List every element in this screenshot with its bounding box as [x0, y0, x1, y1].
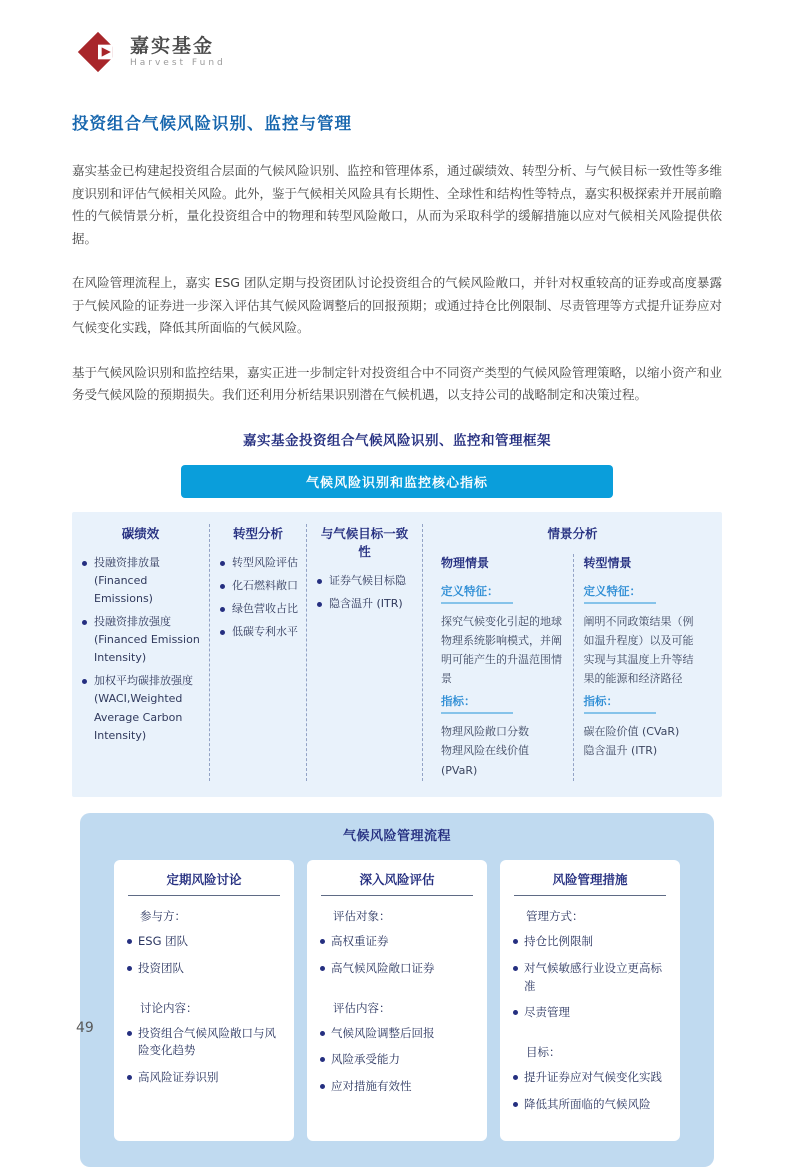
list-item: ESG 团队: [124, 933, 284, 951]
metric-item: 碳在险价值 (CVaR): [583, 724, 680, 738]
section-label: 评估内容：: [333, 1000, 391, 1015]
definition-label: 定义特征：: [584, 583, 656, 604]
card-section: [317, 908, 477, 978]
indicators-panel: [72, 512, 722, 797]
framework-title: 嘉实基金投资组合气候风险识别、监控和管理框架: [243, 432, 551, 449]
section-list: [510, 933, 670, 1022]
list-item: 对气候敏感行业设立更高标准: [510, 960, 670, 996]
list-item: 投资组合气候风险敞口与风险变化趋势: [124, 1025, 284, 1061]
card-section: [317, 1000, 477, 1096]
list-item: 气候风险调整后回报: [317, 1025, 477, 1043]
list-item: 证券气候目标隐: [315, 572, 414, 590]
scenario-title: 转型情景: [583, 555, 632, 570]
card-section: [124, 1000, 284, 1087]
indicator-list: [315, 572, 414, 613]
paragraph: 嘉实基金已构建起投资组合层面的气候风险识别、监控和管理体系，通过碳绩效、转型分析、与气候目标一致性等多维度识别和评估气候相关风险。此外，鉴于气候相关风险具有长期性、全球性和结构性等特点，嘉实积极探索并开展前瞻性的气候情景分析，量化投资组合中的物理和转型风险敞口，从而为采取科学的缓解措施以应对气候相关风险提供依据。: [72, 163, 723, 246]
column-carbon-performance: [72, 524, 209, 781]
section-list: [124, 933, 284, 978]
scenario-columns: [431, 554, 714, 781]
section-list: [124, 1025, 284, 1087]
column-header: 碳绩效: [121, 525, 160, 541]
brand-name-cn: 嘉实基金: [130, 34, 215, 57]
list-item: 化石燃料敞口: [218, 577, 298, 595]
column-header: 与气候目标一致性: [320, 525, 409, 559]
list-item: 应对措施有效性: [317, 1078, 477, 1096]
paragraph: 基于气候风险识别和监控结果，嘉实正进一步制定针对投资组合中不同资产类型的气候风险管理策略，以缩小资产和业务受气候风险的预期损失。我们还利用分析结果识别潜在气候机遇，以支持公司的战略制定和决策过程。: [72, 364, 723, 402]
column-header: 情景分析: [547, 525, 598, 541]
card-section: [124, 908, 284, 978]
list-item: 降低其所面临的气候风险: [510, 1096, 670, 1114]
list-item: 提升证券应对气候变化实践: [510, 1069, 670, 1087]
list-item: 高风险证券识别: [124, 1069, 284, 1087]
section-label: 参与方：: [140, 908, 186, 923]
indicator-list: [80, 554, 201, 745]
definition-label: 定义特征：: [441, 583, 513, 604]
column-climate-target-alignment: [306, 524, 422, 781]
column-header: 转型分析: [232, 525, 283, 541]
card-header: 风险管理措施: [514, 870, 666, 896]
section-label: 目标：: [526, 1045, 561, 1060]
list-item: 绿色营收占比: [218, 600, 298, 618]
section-list: [317, 1025, 477, 1096]
harvest-fund-logo-icon: [76, 30, 120, 74]
card-section: [510, 1044, 670, 1114]
scenario-title: 物理情景: [441, 555, 490, 570]
brand-logo-text: [130, 36, 226, 69]
transition-scenario: [573, 554, 715, 781]
core-indicators-banner: 气候风险识别和监控核心指标: [181, 465, 613, 498]
list-item: 风险承受能力: [317, 1051, 477, 1069]
list-item: 加权平均碳排放强度 (WACI,Weighted Average Carbon Intensity): [80, 672, 201, 745]
process-cards: [114, 860, 680, 1141]
card-in-depth-risk-assessment: [307, 860, 487, 1141]
list-item: 高权重证券: [317, 933, 477, 951]
list-item: 持仓比例限制: [510, 933, 670, 951]
card-section: [510, 908, 670, 1022]
brand-logo: [76, 30, 226, 74]
list-item: 投资团队: [124, 960, 284, 978]
risk-management-process-panel: [80, 813, 714, 1167]
list-item: 低碳专利水平: [218, 623, 298, 641]
metric-item: 物理风险敞口分数: [441, 724, 529, 738]
paragraph: 在风险管理流程上，嘉实 ESG 团队定期与投资团队讨论投资组合的气候风险敞口，并针对权重较高的证券或高度暴露于气候风险的证券进一步深入评估其气候风险调整后的回报预期；或通过持仓比例限制、尽责管理等方式提升证券应对气候变化实践，降低其所面临的气候风险。: [72, 275, 723, 335]
column-scenario-analysis: [422, 524, 722, 781]
process-title: 气候风险管理流程: [342, 828, 451, 844]
section-label: 评估对象：: [333, 908, 391, 923]
definition-text: 探究气候变化引起的地球物理系统影响模式，并阐明可能产生的升温范围情景: [441, 614, 562, 686]
card-header: 深入风险评估: [321, 870, 473, 896]
metrics-label: 指标：: [441, 693, 513, 714]
list-item: 投融资排放强度 (Financed Emission Intensity): [80, 613, 201, 667]
page-number: 49: [76, 1020, 94, 1036]
physical-scenario: [431, 554, 573, 781]
card-regular-risk-discussion: [114, 860, 294, 1141]
section-label: 讨论内容：: [140, 1000, 198, 1015]
metric-item: 隐含温升 (ITR): [583, 744, 658, 758]
brand-name-en: Harvest Fund: [130, 58, 226, 69]
card-risk-management-measures: [500, 860, 680, 1141]
list-item: 隐含温升 (ITR): [315, 595, 414, 613]
article-body: [72, 110, 722, 1167]
metric-item: 物理风险在线价值 (PVaR): [441, 744, 529, 778]
section-list: [510, 1069, 670, 1114]
definition-text: 阐明不同政策结果（例如温升程度）以及可能实现与其温度上升等结果的能源和经济路径: [583, 614, 694, 686]
list-item: 投融资排放量 (Financed Emissions): [80, 554, 201, 608]
list-item: 转型风险评估: [218, 554, 298, 572]
column-transition-analysis: [209, 524, 306, 781]
list-item: 高气候风险敞口证券: [317, 960, 477, 978]
section-label: 管理方式：: [526, 908, 584, 923]
list-item: 尽责管理: [510, 1004, 670, 1022]
section-list: [317, 933, 477, 978]
metrics-label: 指标：: [584, 693, 656, 714]
page-title: 投资组合气候风险识别、监控与管理: [72, 114, 352, 133]
indicator-list: [218, 554, 298, 642]
card-header: 定期风险讨论: [128, 870, 280, 896]
